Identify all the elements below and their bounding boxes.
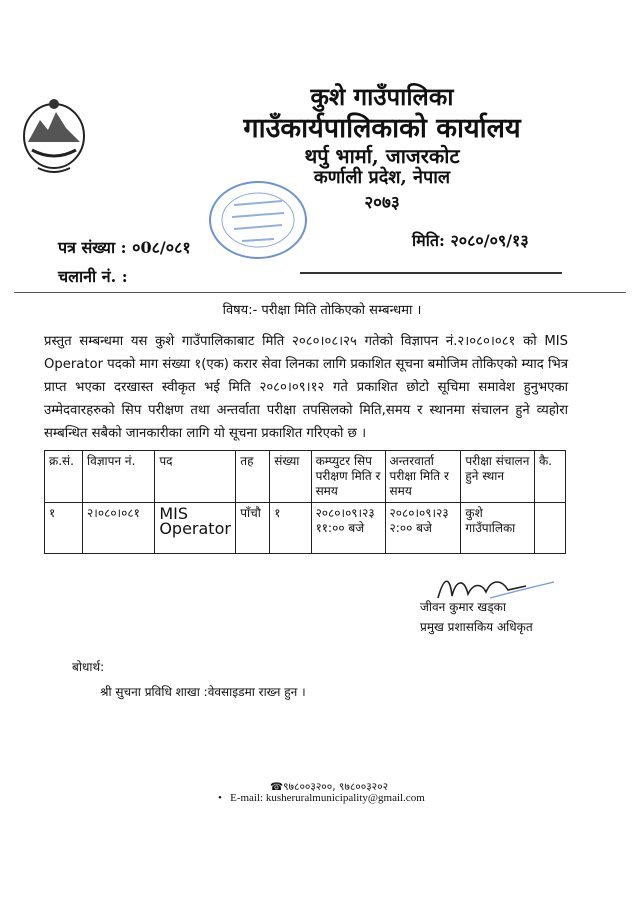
- table-header-cell: कम्प्युटर सिप परीक्षण मिति र समय: [311, 451, 385, 503]
- table-header-row: [45, 451, 566, 503]
- table-cell: २।०८०।०८१: [83, 503, 155, 554]
- table-cell: १: [270, 503, 311, 554]
- table-header-cell: परीक्षा संचालन हुने स्थान: [461, 451, 535, 503]
- table-cell: १: [45, 503, 83, 554]
- table-header-cell: कै.: [534, 451, 565, 503]
- divider-short: [300, 272, 562, 274]
- table-header-cell: अन्तरवार्ता परीक्षा मिति र समय: [385, 451, 461, 503]
- table-row: [45, 503, 566, 554]
- table-cell: कुशे गाउँपालिका: [461, 503, 535, 554]
- cc-label: बोधार्थ:: [72, 660, 105, 674]
- signatory-name: जीवन कुमार खड्का: [420, 600, 506, 614]
- table-header-cell: विज्ञापन नं.: [83, 451, 155, 503]
- table-cell: पाँचौ: [236, 503, 270, 554]
- table-cell: २०८०।०९।२३ २:०० बजे: [385, 503, 461, 554]
- signatory-title: प्रमुख प्रशासकिय अधिकृत: [420, 620, 533, 634]
- office-year: २०७३: [364, 193, 400, 213]
- cc-item: श्री सुचना प्रविधि शाखा :वेवसाइडमा राख्न हुन ।: [100, 685, 306, 699]
- office-title: गाउँकार्यपालिकाको कार्यालय: [243, 113, 521, 144]
- office-stamp: [198, 175, 318, 265]
- office-address: थर्पु भार्मा, जाजरकोट: [304, 144, 460, 168]
- divider-full: [14, 292, 626, 293]
- table-header-cell: तह: [236, 451, 270, 503]
- table-header-cell: संख्या: [270, 451, 311, 503]
- footer-email-text: E-mail: kusheruralmunicipality@gmail.com: [230, 792, 425, 804]
- subject-line: विषय:- परीक्षा मिति तोकिएको सम्बन्धमा ।: [222, 303, 422, 318]
- footer-phone: ☎९७८००३२००, ९७८००३२०२: [270, 781, 389, 793]
- table-header-cell: पद: [155, 451, 236, 503]
- body-paragraph: प्रस्तुत सम्बन्धमा यस कुशे गाउँपालिकाबाट मिति २०८०।०८।२५ गतेको विज्ञापन नं.२।०८०।०८१ को MIS Operator पदको माग संख्या १(एक) करार सेवा लिनका लागि प्रकाशित सूचना बमोजिम तोकिएको म्याद भित्र प्राप्त भएका दरखास्त स्वीकृत भई मिति २०८०।०९।१२ गते प्रकाशित छोटो सूचिमा समावेश हुनुभएका उम्मेदवारहरुको सिप परीक्षण तथा अन्तर्वाता परीक्षा तपसिलको मिति,समय र स्थानमा संचालन हुने व्यहोरा सम्बन्धित सबैको जानकारीका लागि यो सूचना प्रकाशित गरिएको छ ।: [44, 334, 568, 441]
- table-cell: [534, 503, 565, 554]
- table-header-cell: क्र.सं.: [45, 451, 83, 503]
- exam-schedule-table: [44, 450, 566, 554]
- footer-email: [218, 792, 425, 804]
- table-cell: २०८०।०९।२३ ११:०० बजे: [311, 503, 385, 554]
- bullet-icon: •: [218, 792, 231, 804]
- office-province: कर्णाली प्रदेश, नेपाल: [313, 167, 451, 188]
- dispatch-number: चलानी नं. :: [58, 267, 128, 286]
- office-name: कुशे गाउँपालिका: [310, 82, 454, 111]
- table-cell: MIS Operator: [155, 503, 236, 554]
- letter-number: पत्र संख्या : ०0८/०८१: [58, 238, 191, 257]
- letter-date: मिति: २०८०/०९/१३: [412, 231, 529, 250]
